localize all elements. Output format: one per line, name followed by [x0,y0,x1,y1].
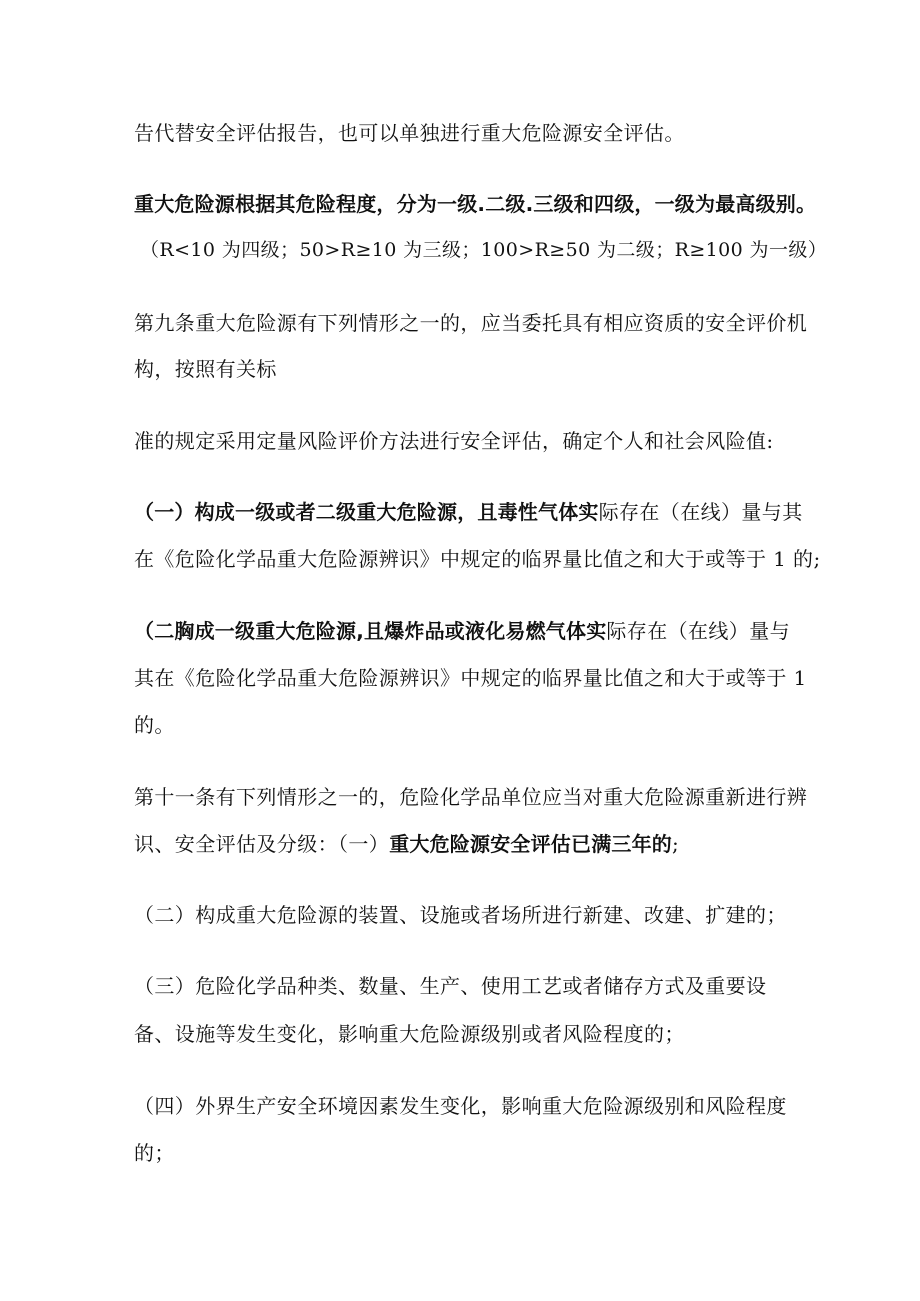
paragraph-line: 第十一条有下列情形之一的，危险化学品单位应当对重大危险源重新进行辨 [134,785,808,809]
paragraph-line-bold: 重大危险源根据其危险程度，分为一级.二级.三级和四级，一级为最高级别。 [134,192,817,216]
paragraph-line-mixed [134,832,679,856]
paragraph-line: 的； [134,1141,175,1165]
paragraph-line: 构，按照有关标 [134,357,277,381]
paragraph-line: （三）危险化学品种类、数量、生产、使用工艺或者储存方式及重要设 [134,974,767,998]
paragraph-line-mixed [134,500,803,524]
text-span: 识、安全评估及分级：（一） [134,832,390,856]
paragraph-line: 其在《危险化学品重大危险源辨识》中规定的临界量比值之和大于或等于 1 [134,666,807,690]
paragraph-line-mixed [134,619,790,643]
paragraph-line: 准的规定采用定量风险评价方法进行安全评估，确定个人和社会风险值: [134,429,774,453]
text-span: 际存在（在线）量与 [606,619,791,643]
bold-span: 重大危险源安全评估已满三年的 [389,832,673,856]
paragraph-line: （二）构成重大危险源的装置、设施或者场所进行新建、改建、扩建的； [134,903,787,927]
paragraph-line: （R<10 为四级；50>R≥10 为三级；100>R≥50 为二级；R≥100 为一级） [140,239,828,261]
text-span: 际存在（在线）量与其 [598,500,803,524]
paragraph-line: 备、设施等发生变化，影响重大危险源级别或者风险程度的； [134,1022,685,1046]
paragraph-line: （四）外界生产安全环境因素发生变化，影响重大危险源级别和风险程度 [134,1094,787,1118]
paragraph-line: 告代替安全评估报告，也可以单独进行重大危险源安全评估。 [134,121,685,145]
bold-span: （二胸成一级重大危险源,且爆炸品或液化易燃气体实 [134,619,607,643]
paragraph-line: 第九条重大危险源有下列情形之一的，应当委托具有相应资质的安全评价机 [134,311,808,335]
paragraph-line: 的。 [134,713,175,737]
bold-span: （一）构成一级或者二级重大危险源，且毒性气体实 [134,500,599,524]
paragraph-line: 在《危险化学品重大危险源辨识》中规定的临界量比值之和大于或等于 1 的; [134,547,821,571]
text-span: ; [672,832,680,856]
